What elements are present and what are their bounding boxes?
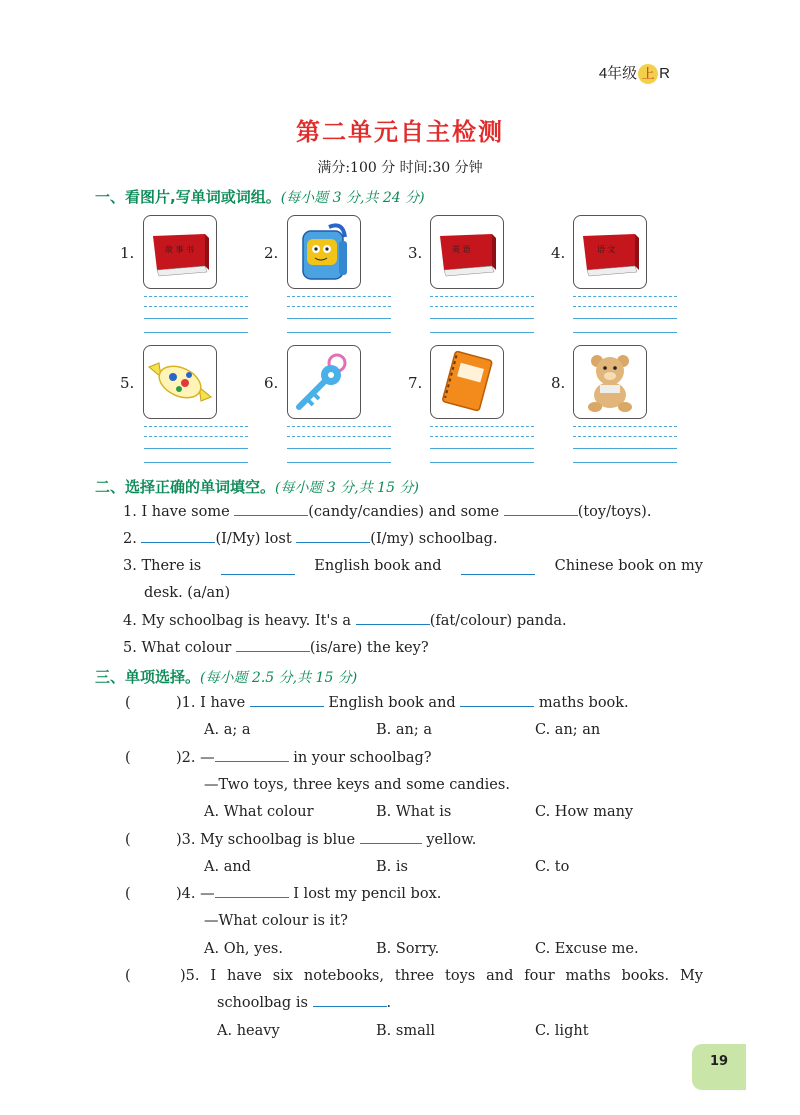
schoolbag-icon <box>289 217 359 287</box>
option[interactable]: C. light <box>535 1023 589 1039</box>
option[interactable]: A. heavy <box>217 1023 280 1039</box>
section2-points: (每小题 3 分,共 15 分) <box>275 480 419 496</box>
grade-label <box>599 62 670 84</box>
answer-paren[interactable]: ( <box>125 832 131 848</box>
option[interactable]: B. Sorry. <box>376 941 440 957</box>
writing-lines[interactable] <box>573 296 677 340</box>
item-number: 8. <box>551 374 566 392</box>
answer-paren[interactable]: ( <box>125 886 131 902</box>
answer-paren[interactable]: ( <box>125 695 131 711</box>
answer-blank[interactable] <box>215 760 289 762</box>
writing-lines[interactable] <box>430 296 534 340</box>
option[interactable]: C. to <box>535 859 570 875</box>
answer-blank[interactable] <box>360 842 422 844</box>
picture-frame <box>430 345 504 419</box>
option[interactable]: B. is <box>376 859 408 875</box>
book-label: 英 语 <box>452 245 471 254</box>
section2-heading <box>95 476 419 497</box>
option[interactable]: B. an; a <box>376 722 432 738</box>
answer-blank[interactable] <box>236 650 310 652</box>
item-number: 5. <box>120 374 135 392</box>
mc-question: )2. — in your schoolbag? <box>176 750 432 766</box>
item-number: 7. <box>408 374 423 392</box>
grade-prefix: 4年级 <box>598 65 638 82</box>
chinese-book-icon <box>575 222 645 282</box>
section3-title: 三、单项选择。 <box>95 668 201 686</box>
answer-blank[interactable] <box>221 573 295 575</box>
option[interactable]: A. What colour <box>204 804 314 820</box>
answer-blank[interactable] <box>250 705 324 707</box>
book-label: 语 文 <box>597 245 616 254</box>
answer-blank[interactable] <box>234 514 308 516</box>
picture-frame <box>573 215 647 289</box>
mc-question: )5. I have six notebooks, three toys and four maths books. My <box>180 968 703 984</box>
answer-blank[interactable] <box>356 623 430 625</box>
answer-blank[interactable] <box>215 896 289 898</box>
item-number: 3. <box>408 244 423 262</box>
key-icon <box>289 347 359 417</box>
teddy-bear-icon <box>575 347 645 417</box>
section1-heading <box>95 186 425 207</box>
writing-lines[interactable] <box>287 296 391 340</box>
section1-title: 一、看图片,写单词或词组。 <box>95 188 281 206</box>
option[interactable]: B. What is <box>376 804 452 820</box>
candy-icon <box>145 347 215 417</box>
answer-paren[interactable]: ( <box>125 968 131 984</box>
answer-blank[interactable] <box>504 514 578 516</box>
writing-lines[interactable] <box>287 426 391 470</box>
item-number: 6. <box>264 374 279 392</box>
question: 4. My schoolbag is heavy. It's a (fat/colour) panda. <box>123 613 567 629</box>
answer-blank[interactable] <box>141 541 215 543</box>
answer-blank[interactable] <box>461 573 535 575</box>
question: 5. What colour (is/are) the key? <box>123 640 429 656</box>
question-line2: —What colour is it? <box>204 913 348 929</box>
answer-paren[interactable]: ( <box>125 750 131 766</box>
notebook-icon <box>432 347 502 417</box>
question: 2. (I/My) lost (I/my) schoolbag. <box>123 531 498 547</box>
option[interactable]: A. and <box>204 859 251 875</box>
score-time-info: 满分:100 分 时间:30 分钟 <box>317 160 483 176</box>
question-line2: schoolbag is . <box>217 995 392 1011</box>
book-label: 故 事 书 <box>165 245 195 254</box>
section1-points: (每小题 3 分,共 24 分) <box>280 190 425 206</box>
option[interactable]: A. Oh, yes. <box>204 941 283 957</box>
item-number: 4. <box>551 244 566 262</box>
question: 1. I have some (candy/candies) and some (toy/toys). <box>123 504 652 520</box>
writing-lines[interactable] <box>573 426 677 470</box>
storybook-icon <box>145 222 215 282</box>
grade-suffix: R <box>659 65 670 82</box>
page-title: 第二单元自主检测 <box>296 118 504 146</box>
picture-frame <box>430 215 504 289</box>
option[interactable]: B. small <box>376 1023 435 1039</box>
mc-question: )4. — I lost my pencil box. <box>176 886 442 902</box>
section2-title: 二、选择正确的单词填空。 <box>95 478 276 496</box>
picture-frame <box>287 345 361 419</box>
answer-blank[interactable] <box>296 541 370 543</box>
question-line2: —Two toys, three keys and some candies. <box>204 777 510 793</box>
picture-frame <box>143 215 217 289</box>
answer-blank[interactable] <box>313 1005 387 1007</box>
question-continuation: desk. (a/an) <box>144 585 231 601</box>
picture-frame <box>573 345 647 419</box>
writing-lines[interactable] <box>430 426 534 470</box>
option[interactable]: A. a; a <box>204 722 251 738</box>
mc-question: )3. My schoolbag is blue yellow. <box>176 832 477 848</box>
item-number: 2. <box>264 244 279 262</box>
picture-frame <box>287 215 361 289</box>
writing-lines[interactable] <box>144 296 248 340</box>
answer-blank[interactable] <box>460 705 534 707</box>
writing-lines[interactable] <box>144 426 248 470</box>
section3-heading <box>95 666 357 687</box>
picture-frame <box>143 345 217 419</box>
option[interactable]: C. How many <box>535 804 634 820</box>
option[interactable]: C. an; an <box>535 722 601 738</box>
page-number: 19 <box>692 1044 746 1090</box>
question: 3. There is English book and Chinese book on my <box>123 558 703 574</box>
item-number: 1. <box>120 244 135 262</box>
grade-badge: 上 <box>638 64 658 84</box>
option[interactable]: C. Excuse me. <box>535 941 639 957</box>
section3-points: (每小题 2.5 分,共 15 分) <box>200 670 358 686</box>
mc-question: )1. I have English book and maths book. <box>176 695 629 711</box>
english-book-icon <box>432 222 502 282</box>
